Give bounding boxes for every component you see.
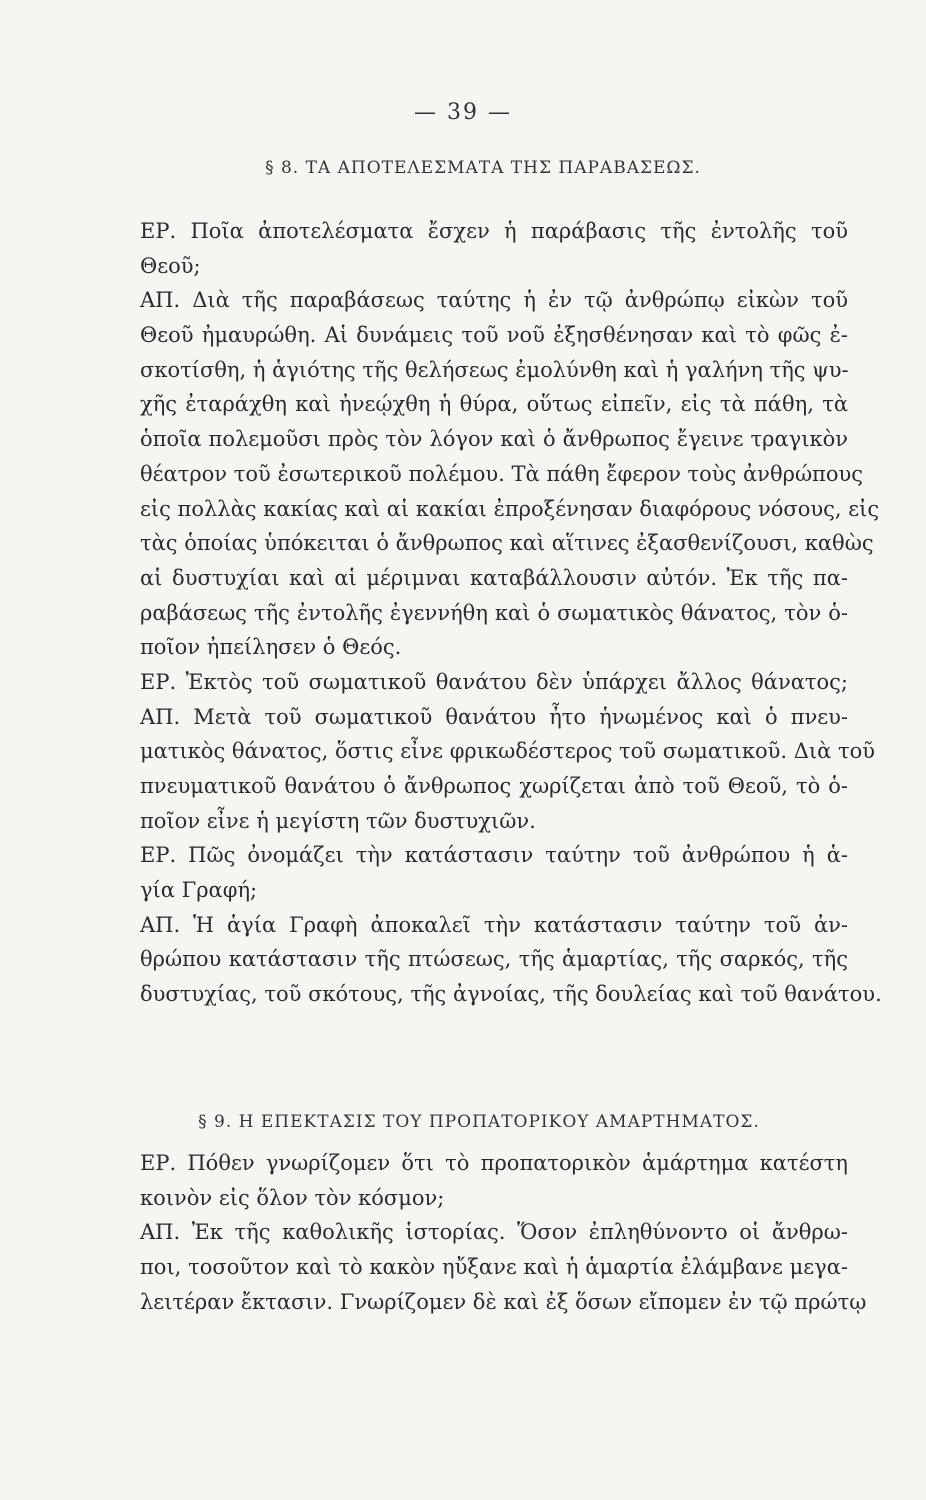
text-line: εἰς πολλὰς κακίας καὶ αἱ κακίαι ἐπροξένησαν διαφόρους νόσους, εἰς — [140, 496, 880, 521]
text-line: Θεοῦ; — [140, 253, 201, 278]
text-line: ποι, τοσοῦτον καὶ τὸ κακὸν ηὔξανε καὶ ἡ ἁμαρτία ἐλάμβανε μεγα- — [140, 1255, 848, 1280]
text-line: ΕΡ. Ποῖα ἀποτελέσματα ἔσχεν ἡ παράβασις τῆς ἐντολῆς τοῦ — [140, 219, 848, 243]
section-heading: § 8. ΤΑ ΑΠΟΤΕΛΕΣΜΑΤΑ ΤΗΣ ΠΑΡΑΒΑΣΕΩΣ. — [265, 158, 701, 178]
text-line: πνευματικοῦ θανάτου ὁ ἄνθρωπος χωρίζεται ἀπὸ τοῦ Θεοῦ, τὸ ὁ- — [140, 774, 848, 798]
text-line: ΕΡ. Πόθεν γνωρίζομεν ὅτι τὸ προπατορικὸν ἁμάρτημα κατέστη — [140, 1151, 848, 1175]
text-block — [140, 214, 882, 1012]
text-line: ΑΠ. Ἐκ τῆς καθολικῆς ἱστορίας. Ὅσον ἐπληθύνοντο οἱ ἄνθρω- — [140, 1220, 848, 1245]
text-line: Θεοῦ ἠμαυρώθη. Αἱ δυνάμεις τοῦ νοῦ ἐξησθένησαν καὶ τὸ φῶς ἐ- — [140, 323, 848, 348]
text-line: ματικὸς θάνατος, ὅστις εἶνε φρικωδέστερος τοῦ σωματικοῦ. Διὰ τοῦ — [140, 739, 876, 764]
text-line: αἱ δυστυχίαι καὶ αἱ μέριμναι καταβάλλουσιν αὐτόν. Ἐκ τῆς πα- — [140, 565, 848, 590]
text-line: ΕΡ. Πῶς ὀνομάζει τὴν κατάστασιν ταύτην τοῦ ἀνθρώπου ἡ ἁ- — [140, 843, 848, 868]
text-line: κοινὸν εἰς ὅλον τὸν κόσμον; — [140, 1185, 445, 1210]
text-line: χῆς ἐταράχθη καὶ ἠνεῴχθη ἡ θύρα, οὕτως εἰπεῖν, εἰς τὰ πάθη, τὰ — [140, 392, 848, 417]
text-line: ΑΠ. Διὰ τῆς παραβάσεως ταύτης ἡ ἐν τῷ ἀνθρώπῳ εἰκὼν τοῦ — [140, 288, 848, 313]
text-block — [140, 1146, 867, 1319]
text-line: γία Γραφή; — [140, 878, 258, 903]
section-heading: § 9. Η ΕΠΕΚΤΑΣΙΣ ΤΟΥ ΠΡΟΠΑΤΟΡΙΚΟΥ ΑΜΑΡΤΗΜΑΤΟΣ. — [198, 1112, 760, 1132]
text-line: δυστυχίας, τοῦ σκότους, τῆς ἀγνοίας, τῆς δουλείας καὶ τοῦ θανάτου. — [140, 982, 882, 1007]
page-number: — 39 — — [414, 100, 512, 125]
text-line: ραβάσεως τῆς ἐντολῆς ἐγεννήθη καὶ ὁ σωματικὸς θάνατος, τὸν ὁ- — [140, 600, 848, 625]
text-line: θέατρον τοῦ ἐσωτερικοῦ πολέμου. Τὰ πάθη ἔφερον τοὺς ἀνθρώπους — [140, 461, 864, 486]
text-line: ΑΠ. Μετὰ τοῦ σωματικοῦ θανάτου ἦτο ἡνωμένος καὶ ὁ πνευ- — [140, 704, 848, 729]
text-line: ὁποῖα πολεμοῦσι πρὸς τὸν λόγον καὶ ὁ ἄνθρωπος ἔγεινε τραγικὸν — [140, 427, 848, 452]
text-line: ΕΡ. Ἐκτὸς τοῦ σωματικοῦ θανάτου δὲν ὑπάρχει ἄλλος θάνατος; — [140, 669, 848, 694]
text-line: ποῖον εἶνε ἡ μεγίστη τῶν δυστυχιῶν. — [140, 808, 536, 833]
text-line: ποῖον ἠπείλησεν ὁ Θεός. — [140, 635, 402, 660]
text-line: λειτέραν ἔκτασιν. Γνωρίζομεν δὲ καὶ ἐξ ὅσων εἴπομεν ἐν τῷ πρώτῳ — [140, 1289, 867, 1314]
text-line: ΑΠ. Ἡ ἁγία Γραφὴ ἀποκαλεῖ τὴν κατάστασιν ταύτην τοῦ ἀν- — [140, 912, 848, 937]
text-line: θρώπου κατάστασιν τῆς πτώσεως, τῆς ἁμαρτίας, τῆς σαρκός, τῆς — [140, 947, 848, 972]
text-line: τὰς ὁποίας ὑπόκειται ὁ ἄνθρωπος καὶ αἵτινες ἐξασθενίζουσι, καθὼς — [140, 531, 874, 556]
text-line: σκοτίσθη, ἡ ἁγιότης τῆς θελήσεως ἐμολύνθη καὶ ἡ γαλήνη τῆς ψυ- — [140, 357, 849, 382]
